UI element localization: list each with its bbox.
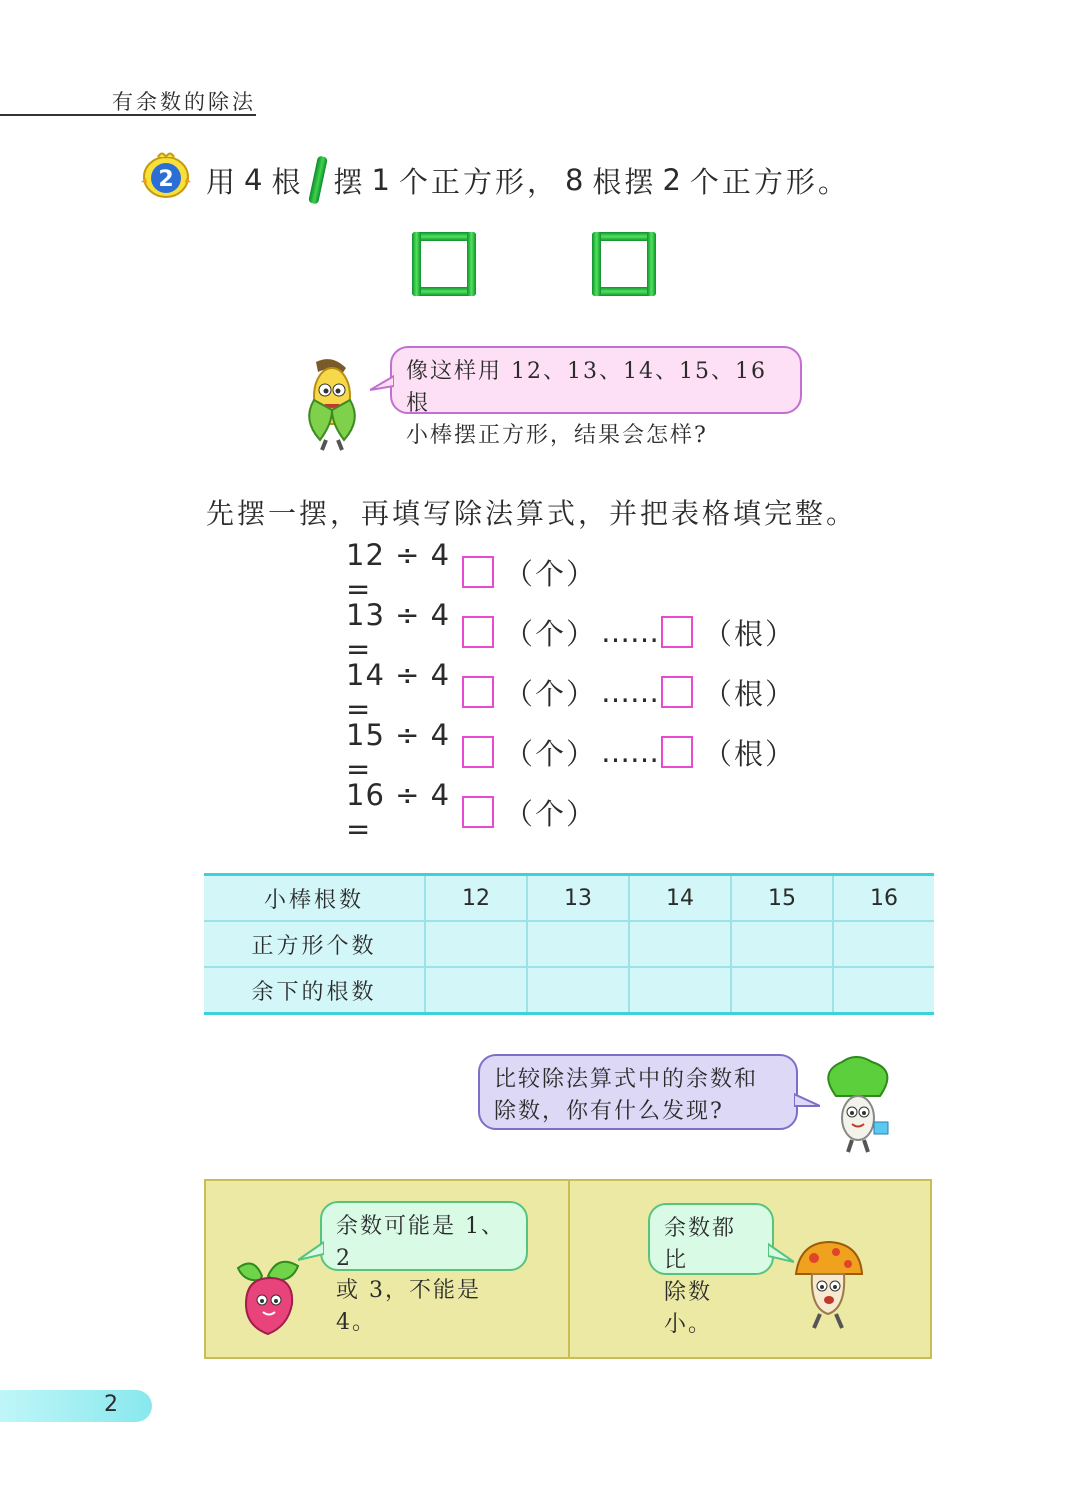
table-row	[204, 967, 934, 1014]
compare-line-2: 除数，你有什么发现?	[494, 1099, 724, 1124]
table-cell: 12	[425, 875, 527, 922]
problem-text-3: 摆	[333, 164, 366, 199]
quotient-unit: （个）	[504, 796, 598, 831]
equation-expression: 12 ÷ 4 =	[346, 538, 451, 606]
table-input-cell[interactable]	[731, 967, 833, 1014]
compare-bubble	[478, 1054, 798, 1130]
problem-number: 2	[158, 167, 174, 192]
problem-num-4: 2	[662, 163, 684, 197]
equation-expression: 15 ÷ 4 =	[346, 718, 451, 786]
page-number-tab	[0, 1390, 152, 1422]
quotient-unit: （个）	[504, 736, 598, 771]
problem-text-6: 个正方形。	[689, 164, 850, 199]
radish-character-icon	[232, 1256, 304, 1336]
problem-num-2: 1	[371, 163, 393, 197]
remainder-unit: （根）	[703, 616, 797, 651]
stick-icon	[309, 155, 329, 204]
mushroom-character-icon	[790, 1240, 866, 1332]
problem-num-3: 8	[564, 163, 587, 197]
table-row	[204, 875, 934, 922]
question-bubble	[390, 346, 802, 448]
right-bubble-line-2: 除数小。	[664, 1280, 713, 1337]
remainder-dots: ……	[601, 615, 660, 649]
table-cell: 14	[629, 875, 731, 922]
right-bubble-line-1: 余数都比	[664, 1216, 737, 1273]
remainder-unit: （根）	[703, 676, 797, 711]
equation-expression: 14 ÷ 4 =	[346, 658, 451, 726]
remainder-dots: ……	[601, 735, 660, 769]
quotient-unit: （个）	[504, 616, 598, 651]
problem-text-2: 根	[271, 164, 304, 199]
quotient-box[interactable]	[462, 616, 494, 648]
remainder-box[interactable]	[661, 676, 693, 708]
row-header-squares: 正方形个数	[204, 921, 425, 967]
instruction: 先摆一摆，再填写除法算式，并把表格填完整。	[206, 497, 858, 530]
stick-square-2	[592, 232, 656, 296]
remainder-dots: ……	[601, 675, 660, 709]
header-rule	[0, 114, 256, 116]
table-input-cell[interactable]	[833, 921, 934, 967]
left-bubble-line-2: 或 3，不能是 4。	[336, 1278, 481, 1335]
remainder-box[interactable]	[661, 616, 693, 648]
table-cell: 16	[833, 875, 934, 922]
equation-row	[346, 538, 598, 606]
table-input-cell[interactable]	[425, 967, 527, 1014]
table-input-cell[interactable]	[629, 967, 731, 1014]
corn-character-icon	[292, 356, 372, 452]
problem-text-4: 个正方形，	[398, 164, 559, 199]
equation-expression: 16 ÷ 4 =	[346, 778, 451, 846]
quotient-unit: （个）	[504, 676, 598, 711]
quotient-unit: （个）	[504, 556, 598, 591]
question-line-1: 像这样用 12、13、14、15、16 根	[406, 359, 767, 416]
equation-row	[346, 658, 797, 726]
equation-row	[346, 778, 598, 846]
bubble-tail	[370, 372, 394, 396]
table-cell: 15	[731, 875, 833, 922]
equation-row	[346, 718, 797, 786]
section-header: 有余数的除法	[112, 90, 256, 114]
table-input-cell[interactable]	[425, 921, 527, 967]
remainder-bubble-left	[320, 1201, 528, 1335]
problem-num-1: 4	[244, 163, 266, 197]
table-row	[204, 921, 934, 967]
problem-text-5: 根摆	[592, 164, 657, 199]
stick-square-1	[412, 232, 476, 296]
table-input-cell[interactable]	[527, 967, 629, 1014]
quotient-box[interactable]	[462, 796, 494, 828]
problem-statement	[206, 160, 850, 200]
table-input-cell[interactable]	[629, 921, 731, 967]
table-input-cell[interactable]	[833, 967, 934, 1014]
row-header-remaining: 余下的根数	[204, 967, 425, 1014]
remainder-bubble-right	[648, 1203, 774, 1337]
page-number: 2	[104, 1392, 118, 1417]
cabbage-character-icon	[816, 1056, 900, 1156]
chick-badge-icon	[140, 148, 192, 200]
quotient-box[interactable]	[462, 736, 494, 768]
sticks-table	[204, 873, 934, 1015]
quotient-box[interactable]	[462, 676, 494, 708]
table-cell: 13	[527, 875, 629, 922]
table-input-cell[interactable]	[731, 921, 833, 967]
equation-expression: 13 ÷ 4 =	[346, 598, 451, 666]
problem-text-1: 用	[206, 164, 239, 199]
panel-divider	[568, 1181, 570, 1357]
remainder-box[interactable]	[661, 736, 693, 768]
equation-row	[346, 598, 797, 666]
compare-line-1: 比较除法算式中的余数和	[494, 1067, 759, 1092]
quotient-box[interactable]	[462, 556, 494, 588]
row-header-sticks: 小棒根数	[204, 875, 425, 922]
table-input-cell[interactable]	[527, 921, 629, 967]
question-line-2: 小棒摆正方形，结果会怎样?	[406, 423, 708, 448]
left-bubble-line-1: 余数可能是 1、2	[336, 1214, 505, 1271]
remainder-unit: （根）	[703, 736, 797, 771]
